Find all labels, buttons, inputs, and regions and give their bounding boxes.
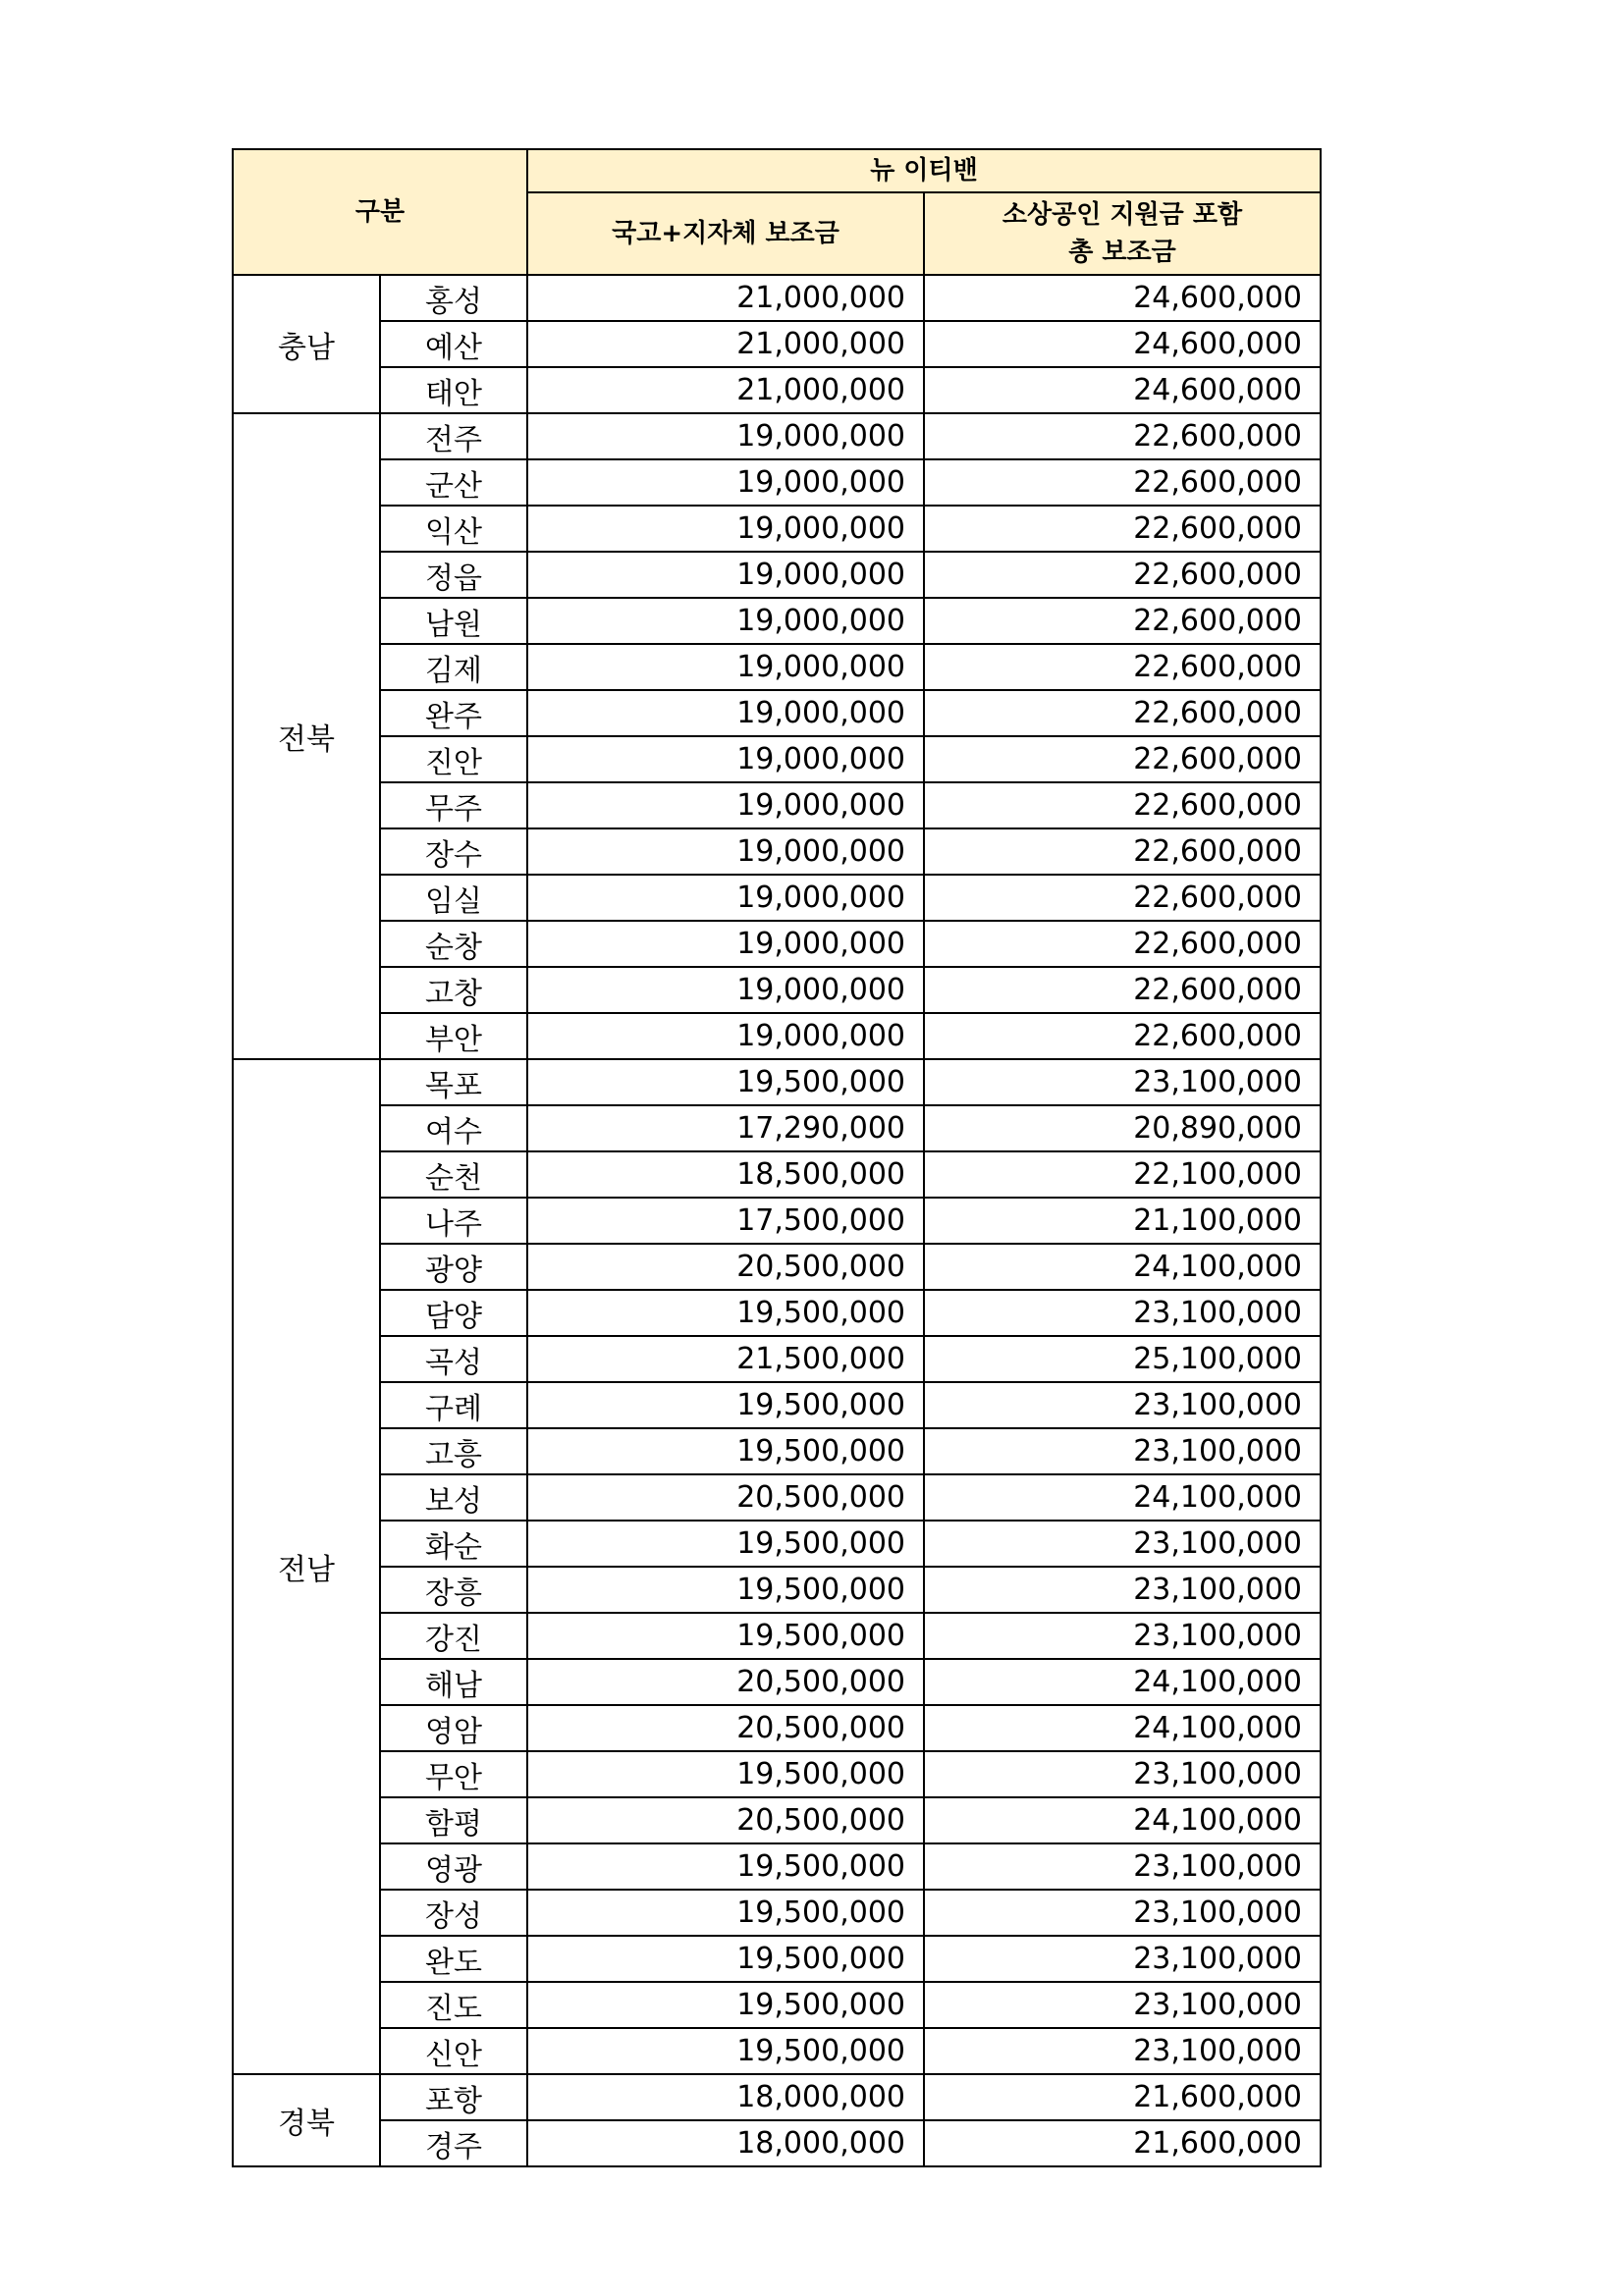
total-cell: 22,600,000 [924,459,1321,506]
city-cell: 임실 [380,875,527,921]
table-row [233,459,1321,506]
table-row [233,1290,1321,1336]
table-row [233,1890,1321,1936]
city-cell: 영암 [380,1705,527,1751]
total-cell: 23,100,000 [924,1613,1321,1659]
total-cell: 23,100,000 [924,1982,1321,2028]
table-row [233,1797,1321,1843]
table-row [233,1428,1321,1474]
total-cell: 20,890,000 [924,1105,1321,1151]
city-cell: 완도 [380,1936,527,1982]
table-row [233,1105,1321,1151]
table-row [233,552,1321,598]
subsidy-cell: 19,500,000 [527,1428,924,1474]
region-cell: 전북 [233,413,380,1059]
subsidy-cell: 21,000,000 [527,275,924,321]
total-cell: 22,600,000 [924,875,1321,921]
city-cell: 여수 [380,1105,527,1151]
city-cell: 신안 [380,2028,527,2074]
region-cell: 충남 [233,275,380,413]
subsidy-cell: 18,000,000 [527,2120,924,2166]
subsidy-cell: 19,500,000 [527,1290,924,1336]
table-row [233,367,1321,413]
subsidy-cell: 20,500,000 [527,1797,924,1843]
city-cell: 군산 [380,459,527,506]
table-row [233,1982,1321,2028]
table-body [233,275,1321,2166]
total-cell: 23,100,000 [924,1428,1321,1474]
subsidy-cell: 17,290,000 [527,1105,924,1151]
total-cell: 22,600,000 [924,413,1321,459]
total-cell: 22,600,000 [924,921,1321,967]
total-cell: 25,100,000 [924,1336,1321,1382]
total-cell: 22,600,000 [924,782,1321,828]
subsidy-cell: 19,000,000 [527,644,924,690]
total-cell: 23,100,000 [924,1059,1321,1105]
table-row [233,1474,1321,1521]
city-cell: 장흥 [380,1567,527,1613]
subsidy-cell: 19,500,000 [527,1843,924,1890]
city-cell: 고창 [380,967,527,1013]
table-row [233,967,1321,1013]
table-row [233,644,1321,690]
total-cell: 21,100,000 [924,1198,1321,1244]
header-total-line1: 소상공인 지원금 포함 [1001,200,1243,230]
total-cell: 24,100,000 [924,1705,1321,1751]
total-cell: 24,600,000 [924,321,1321,367]
total-cell: 21,600,000 [924,2074,1321,2120]
table-row [233,782,1321,828]
subsidy-cell: 19,000,000 [527,921,924,967]
subsidy-cell: 19,500,000 [527,1890,924,1936]
table-row [233,321,1321,367]
city-cell: 해남 [380,1659,527,1705]
total-cell: 23,100,000 [924,1890,1321,1936]
subsidy-cell: 20,500,000 [527,1659,924,1705]
subsidy-cell: 19,000,000 [527,506,924,552]
total-cell: 23,100,000 [924,1382,1321,1428]
subsidy-cell: 19,000,000 [527,413,924,459]
subsidy-cell: 20,500,000 [527,1474,924,1521]
table-row [233,506,1321,552]
subsidy-cell: 21,500,000 [527,1336,924,1382]
total-cell: 24,100,000 [924,1797,1321,1843]
city-cell: 경주 [380,2120,527,2166]
header-total [924,192,1321,275]
total-cell: 24,600,000 [924,275,1321,321]
subsidy-cell: 19,500,000 [527,2028,924,2074]
city-cell: 진도 [380,1982,527,2028]
subsidy-cell: 21,000,000 [527,321,924,367]
header-category: 구분 [233,149,527,275]
city-cell: 장수 [380,828,527,875]
table-row [233,921,1321,967]
total-cell: 22,600,000 [924,967,1321,1013]
total-cell: 22,600,000 [924,506,1321,552]
city-cell: 정읍 [380,552,527,598]
table-row [233,2028,1321,2074]
subsidy-cell: 19,000,000 [527,736,924,782]
table-row [233,1059,1321,1105]
total-cell: 22,600,000 [924,552,1321,598]
city-cell: 익산 [380,506,527,552]
city-cell: 순천 [380,1151,527,1198]
header-group: 뉴 이티밴 [527,149,1321,192]
table-row [233,1751,1321,1797]
table-row [233,1198,1321,1244]
total-cell: 22,100,000 [924,1151,1321,1198]
city-cell: 순창 [380,921,527,967]
subsidy-cell: 19,000,000 [527,598,924,644]
total-cell: 23,100,000 [924,1290,1321,1336]
city-cell: 무주 [380,782,527,828]
total-cell: 24,100,000 [924,1244,1321,1290]
city-cell: 목포 [380,1059,527,1105]
total-cell: 23,100,000 [924,1521,1321,1567]
subsidy-cell: 20,500,000 [527,1244,924,1290]
total-cell: 23,100,000 [924,2028,1321,2074]
city-cell: 함평 [380,1797,527,1843]
subsidy-cell: 19,000,000 [527,690,924,736]
subsidy-cell: 17,500,000 [527,1198,924,1244]
header-total-line2: 총 보조금 [1068,238,1176,267]
table-row [233,275,1321,321]
subsidy-cell: 21,000,000 [527,367,924,413]
city-cell: 광양 [380,1244,527,1290]
subsidy-cell: 19,000,000 [527,552,924,598]
city-cell: 나주 [380,1198,527,1244]
table-row [233,875,1321,921]
table-row [233,828,1321,875]
subsidy-cell: 18,500,000 [527,1151,924,1198]
table-row [233,1013,1321,1059]
subsidy-table [232,148,1322,2167]
total-cell: 22,600,000 [924,736,1321,782]
table-row [233,1705,1321,1751]
total-cell: 22,600,000 [924,690,1321,736]
table-row [233,1843,1321,1890]
city-cell: 보성 [380,1474,527,1521]
city-cell: 포항 [380,2074,527,2120]
city-cell: 태안 [380,367,527,413]
city-cell: 장성 [380,1890,527,1936]
subsidy-cell: 19,500,000 [527,1613,924,1659]
subsidy-cell: 19,000,000 [527,875,924,921]
city-cell: 강진 [380,1613,527,1659]
total-cell: 23,100,000 [924,1751,1321,1797]
subsidy-cell: 19,000,000 [527,459,924,506]
region-cell: 전남 [233,1059,380,2074]
table-row [233,736,1321,782]
total-cell: 22,600,000 [924,644,1321,690]
table-row [233,1382,1321,1428]
city-cell: 영광 [380,1843,527,1890]
city-cell: 고흥 [380,1428,527,1474]
table-row [233,1521,1321,1567]
table-row [233,1567,1321,1613]
city-cell: 곡성 [380,1336,527,1382]
subsidy-cell: 19,500,000 [527,1567,924,1613]
total-cell: 23,100,000 [924,1843,1321,1890]
total-cell: 23,100,000 [924,1936,1321,1982]
subsidy-cell: 19,500,000 [527,1751,924,1797]
city-cell: 무안 [380,1751,527,1797]
subsidy-cell: 19,000,000 [527,1013,924,1059]
city-cell: 전주 [380,413,527,459]
header-subsidy: 국고+지자체 보조금 [527,192,924,275]
total-cell: 21,600,000 [924,2120,1321,2166]
table-row [233,1936,1321,1982]
table-row [233,1151,1321,1198]
table-row [233,690,1321,736]
table-row [233,598,1321,644]
total-cell: 23,100,000 [924,1567,1321,1613]
subsidy-cell: 19,500,000 [527,1059,924,1105]
subsidy-cell: 20,500,000 [527,1705,924,1751]
total-cell: 22,600,000 [924,598,1321,644]
subsidy-cell: 18,000,000 [527,2074,924,2120]
city-cell: 예산 [380,321,527,367]
region-cell: 경북 [233,2074,380,2166]
subsidy-cell: 19,500,000 [527,1382,924,1428]
total-cell: 24,600,000 [924,367,1321,413]
subsidy-cell: 19,000,000 [527,967,924,1013]
subsidy-cell: 19,500,000 [527,1936,924,1982]
total-cell: 22,600,000 [924,828,1321,875]
total-cell: 24,100,000 [924,1659,1321,1705]
table-row [233,2074,1321,2120]
total-cell: 22,600,000 [924,1013,1321,1059]
table-row [233,1244,1321,1290]
table-row [233,413,1321,459]
table-row [233,1659,1321,1705]
table-row [233,1336,1321,1382]
city-cell: 홍성 [380,275,527,321]
subsidy-cell: 19,000,000 [527,828,924,875]
subsidy-cell: 19,500,000 [527,1982,924,2028]
city-cell: 부안 [380,1013,527,1059]
city-cell: 완주 [380,690,527,736]
city-cell: 담양 [380,1290,527,1336]
subsidy-cell: 19,000,000 [527,782,924,828]
subsidy-cell: 19,500,000 [527,1521,924,1567]
city-cell: 남원 [380,598,527,644]
total-cell: 24,100,000 [924,1474,1321,1521]
table-row [233,2120,1321,2166]
city-cell: 김제 [380,644,527,690]
table-row [233,1613,1321,1659]
city-cell: 화순 [380,1521,527,1567]
city-cell: 진안 [380,736,527,782]
city-cell: 구례 [380,1382,527,1428]
